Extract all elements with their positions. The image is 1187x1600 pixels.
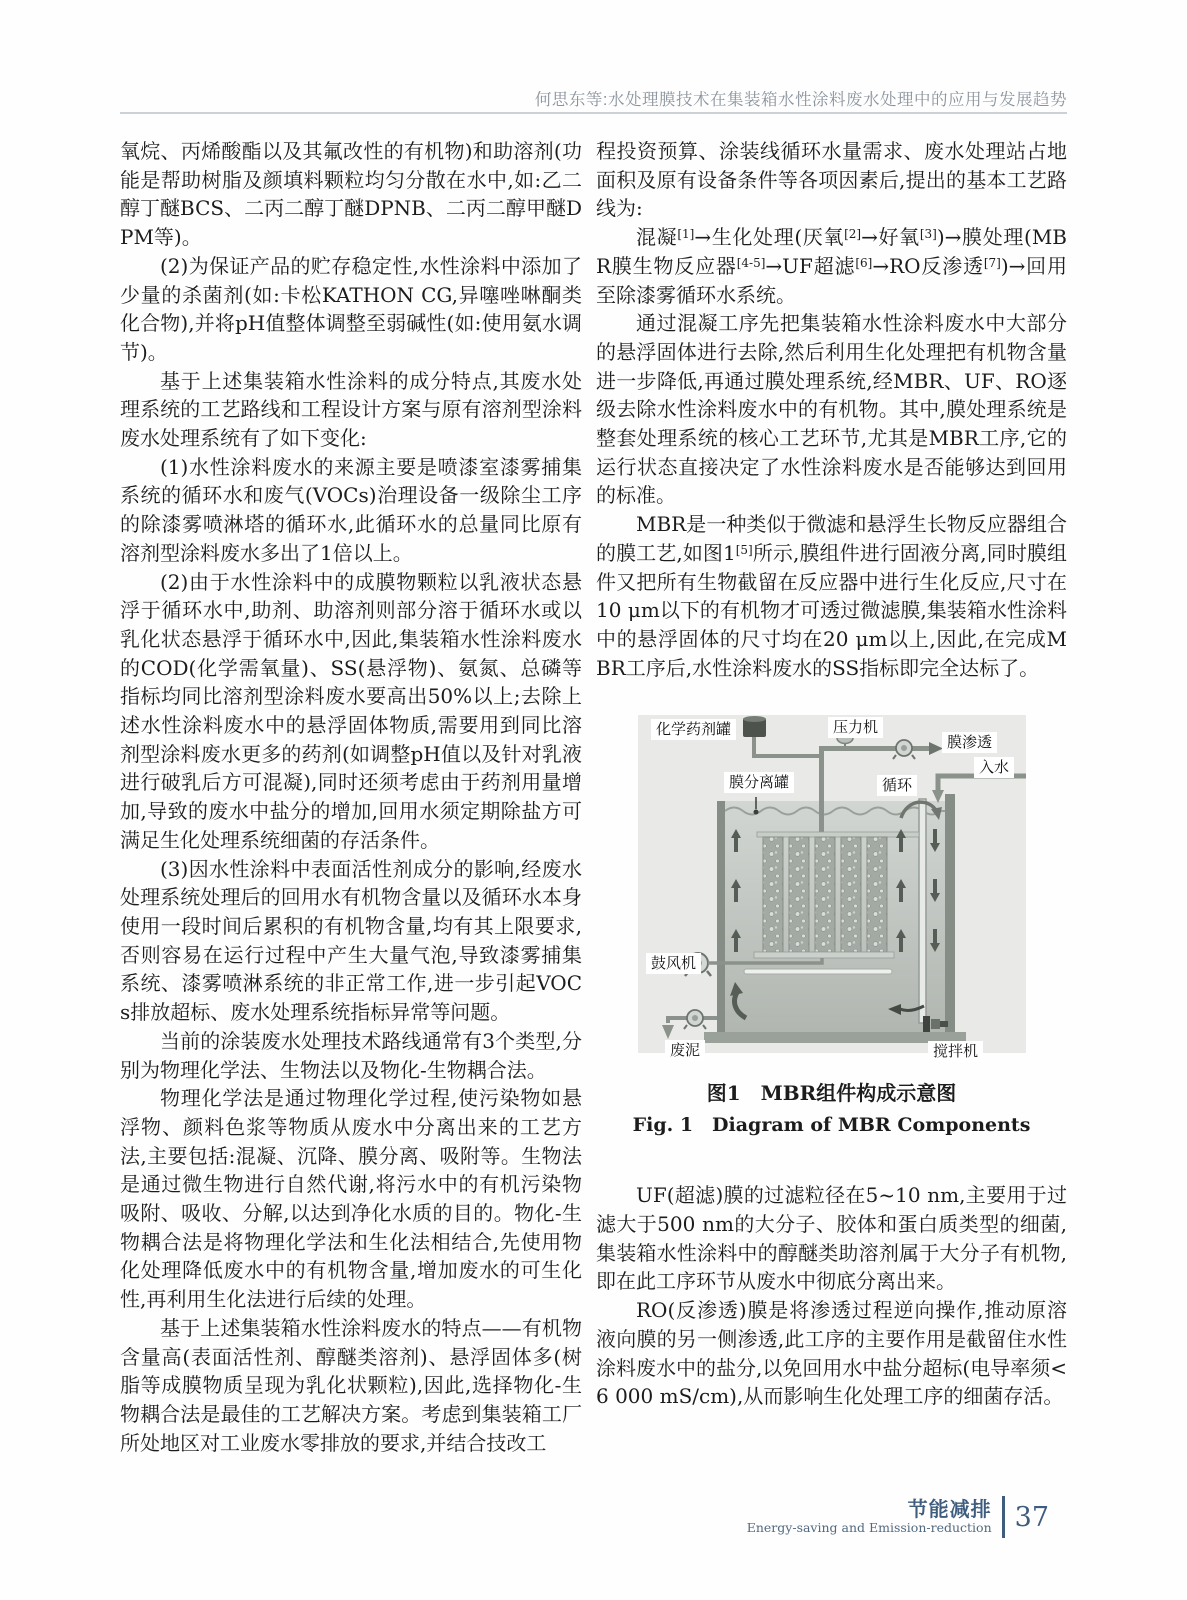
label-membrane-permeate: 膜渗透 bbox=[942, 732, 997, 753]
process-route-paragraph bbox=[596, 223, 1067, 309]
journal-titles bbox=[747, 1498, 992, 1536]
body-text: MBR是一种类似于微滤和悬浮生长物反应器组合的膜工艺,如图1 bbox=[596, 512, 1067, 565]
center-pipe bbox=[819, 746, 824, 832]
paragraph: 当前的涂装废水处理技术路线通常有3个类型,分别为物理化学法、生物法以及物化-生物耦合法。 bbox=[120, 1028, 582, 1082]
figure-caption-en: Fig. 1 Diagram of MBR Components bbox=[632, 1114, 1031, 1137]
route-text: )→回用至除漆雾循环水系统。 bbox=[596, 253, 1067, 307]
paragraph: (2)为保证产品的贮存稳定性,水性涂料中添加了少量的杀菌剂(如:卡松KATHON CG,异噻唑啉酮类化合物),并将pH值整体调整至弱碱性(如:使用氨水调节)。 bbox=[120, 253, 582, 364]
citation-ref: [2] bbox=[844, 227, 862, 242]
route-text: →RO反渗透 bbox=[872, 253, 984, 278]
header-divider bbox=[120, 112, 1067, 114]
membrane-modules bbox=[763, 837, 887, 952]
label-membrane-separation-tank: 膜分离罐 bbox=[724, 772, 794, 793]
tank-base bbox=[704, 1032, 966, 1043]
paragraph: 物理化学法是通过物理化学过程,使污染物如悬浮物、颜料色浆等物质从废水中分离出来的工艺方法,主要包括:混凝、沉降、膜分离、吸附等。生物法是通过微生物进行自然代谢,将污水中的有机污染物吸附、吸收、分解,以达到净化水质的目的。物化-生物耦合法是将物理化学法和生化法相结合,先使用物化处理降低废水中的有机物含量,增加废水的可生化性,再利用生化法进行后续的处理。 bbox=[120, 1086, 582, 1312]
mbr-diagram-drawing bbox=[638, 715, 1026, 1063]
page-number: 37 bbox=[1014, 1501, 1049, 1533]
citation-ref: [5] bbox=[735, 542, 753, 557]
paragraph: RO(反渗透)膜是将渗透过程逆向操作,推动原溶液向膜的另一侧渗透,此工序的主要作用是截留住水性涂料废水中的盐分,以免回用水中盐分超标(电导率须<6 000 mS/cm),从而影响生化处理工序的细菌存活。 bbox=[596, 1298, 1067, 1409]
running-head-title: 何思东等:水处理膜技术在集装箱水性涂料废水处理中的应用与发展趋势 bbox=[534, 91, 1067, 109]
route-text: →生化处理(厌氧 bbox=[694, 225, 845, 250]
body-text: 所示,膜组件进行固液分离,同时膜组件又把所有生物截留在反应器中进行生化反应,尺寸在10 μm以下的有机物才可透过微滤膜,集装箱水性涂料中的悬浮固体的尺寸均在20 μm以上,因此,在完成MBR工序后,水性涂料废水的SS指标即完全达标了。 bbox=[596, 540, 1067, 680]
figure-caption-zh: 图1 MBR组件构成示意图 bbox=[706, 1081, 957, 1106]
mbr-diagram bbox=[638, 715, 1026, 1063]
footer-divider bbox=[1002, 1496, 1005, 1538]
page-footer bbox=[747, 1496, 1049, 1538]
paragraph: (2)由于水性涂料中的成膜物颗粒以乳液状态悬浮于循环水中,助剂、助溶剂则部分溶于循环水或以乳化状态悬浮于循环水中,因此,集装箱水性涂料废水的COD(化学需氧量)、SS(悬浮物)、氨氮、总磷等指标均同比溶剂型涂料废水要高出50%以上;去除上述水性涂料废水中的悬浮固体物质,需要用到同比溶剂型涂料废水更多的药剂(如调整pH值以及针对乳液进行破乳后方可混凝),同时还须考虑由于药剂用量增加,导致的废水中盐分的增加,回用水须定期除盐方可满足生化处理系统细菌的存活条件。 bbox=[120, 569, 582, 852]
label-mixer: 搅拌机 bbox=[928, 1041, 983, 1062]
route-text: 混凝 bbox=[636, 225, 678, 250]
paragraph: 通过混凝工序先把集装箱水性涂料废水中大部分的悬浮固体进行去除,然后利用生化处理把有机物含量进一步降低,再通过膜处理系统,经MBR、UF、RO逐级去除水性涂料废水中的有机物。其中,膜处理系统是整套处理系统的核心工艺环节,尤其是MBR工序,它的运行状态直接决定了水性涂料废水是否能够达到回用的标准。 bbox=[596, 311, 1067, 508]
module-base-plate bbox=[754, 952, 894, 958]
mbr-paragraph bbox=[596, 510, 1067, 682]
citation-ref: [3] bbox=[919, 227, 937, 242]
aeration-pipe bbox=[744, 969, 892, 974]
paragraph: (3)因水性涂料中表面活性剂成分的影响,经废水处理系统处理后的回用水有机物含量以及循环水本身使用一段时间后累积的有机物含量,均有其上限要求,否则容易在运行过程中产生大量气泡,导致漆雾捕集系统、漆雾喷淋系统的非正常工作,进一步引起VOCs排放超标、废水处理系统指标异常等问题。 bbox=[120, 856, 582, 1025]
paragraph: (1)水性涂料废水的来源主要是喷漆室漆雾捕集系统的循环水和废气(VOCs)治理设备一级除尘工序的除漆雾喷淋塔的循环水,此循环水的总量同比原有溶剂型涂料废水多出了1倍以上。 bbox=[120, 454, 582, 565]
journal-title-zh: 节能减排 bbox=[907, 1497, 992, 1521]
left-column bbox=[120, 137, 582, 1457]
route-text: →好氧 bbox=[861, 225, 920, 250]
figure-1 bbox=[596, 715, 1067, 1137]
two-column-body bbox=[120, 137, 1067, 1457]
route-text: )→膜处理(MBR膜生物反应器 bbox=[596, 225, 1068, 278]
label-water-inlet: 入水 bbox=[974, 757, 1014, 778]
citation-ref: [6] bbox=[855, 255, 873, 270]
paragraph: 基于上述集装箱水性涂料的成分特点,其废水处理系统的工艺路线和工程设计方案与原有溶剂型涂料废水处理系统有了如下变化: bbox=[120, 368, 582, 451]
label-blower: 鼓风机 bbox=[646, 953, 701, 974]
citation-ref: [7] bbox=[983, 255, 1001, 270]
module-manifold bbox=[757, 832, 919, 837]
right-column bbox=[596, 137, 1067, 1457]
label-chemical-tank: 化学药剂罐 bbox=[651, 719, 736, 740]
paragraph: 基于上述集装箱水性涂料废水的特点——有机物含量高(表面活性剂、醇醚类溶剂)、悬浮固体多(树脂等成膜物质呈现为乳化状颗粒),因此,选择物化-生物耦合法是最佳的工艺解决方案。考虑到集装箱工厂所处地区对工业废水零排放的要求,并结合技改工 bbox=[120, 1315, 582, 1455]
citation-ref: [4-5] bbox=[736, 255, 766, 270]
tank-right-wall bbox=[945, 794, 955, 1032]
label-waste-sludge: 废泥 bbox=[665, 1040, 705, 1061]
paragraph: 程投资预算、涂装线循环水量需求、废水处理站占地面积及原有设备条件等各项因素后,提出的基本工艺路线为: bbox=[596, 139, 1067, 221]
journal-title-en: Energy-saving and Emission-reduction bbox=[746, 1520, 992, 1535]
paragraph: 氧烷、丙烯酸酯以及其氟改性的有机物)和助溶剂(功能是帮助树脂及颜填料颗粒均匀分散在水中,如:乙二醇丁醚BCS、二丙二醇丁醚DPNB、二丙二醇甲醚DPM等)。 bbox=[120, 139, 582, 250]
label-pressure-machine: 压力机 bbox=[828, 717, 883, 738]
partition-wall bbox=[919, 799, 926, 1023]
tank-left-wall bbox=[717, 801, 725, 1032]
paragraph: UF(超滤)膜的过滤粒径在5~10 nm,主要用于过滤大于500 nm的大分子、胶体和蛋白质类型的细菌,集装箱水性涂料中的醇醚类助溶剂属于大分子有机物,即在此工序环节从废水中彻底分离出来。 bbox=[596, 1183, 1067, 1294]
route-text: →UF超滤 bbox=[765, 253, 856, 278]
citation-ref: [1] bbox=[677, 227, 695, 242]
label-circulation: 循环 bbox=[877, 775, 917, 796]
